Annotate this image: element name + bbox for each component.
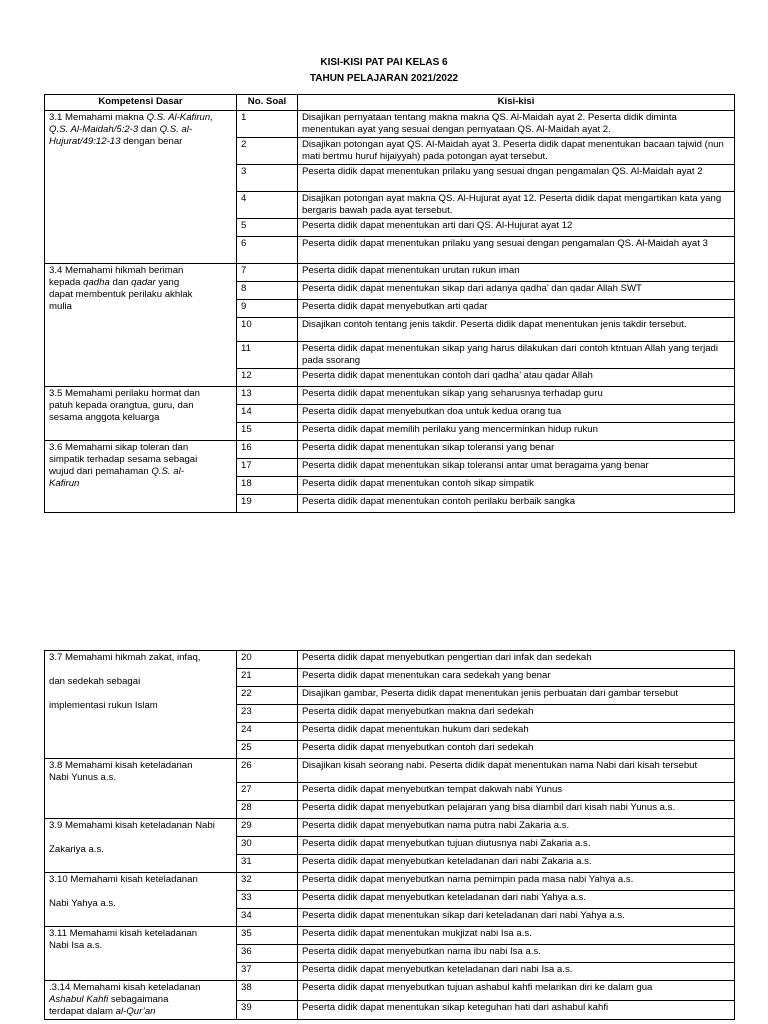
kisi-kisi-cell: Peserta didik dapat menyebutkan keteladanan dari nabi Yahya a.s.	[298, 891, 735, 909]
no-soal-cell: 8	[237, 282, 298, 300]
kompetensi-dasar-cell	[45, 927, 237, 981]
kompetensi-dasar-text: al-Qur’an	[115, 1006, 156, 1017]
no-soal-cell: 35	[237, 927, 298, 945]
kompetensi-dasar-text: .3.14 Memahami kisah keteladanan	[49, 982, 201, 993]
kisi-kisi-cell: Peserta didik dapat menyebutkan keteladanan dari nabi Zakaria a.s.	[298, 855, 735, 873]
kompetensi-dasar-text: dan	[138, 124, 160, 135]
no-soal-cell: 12	[237, 369, 298, 387]
header-no-soal: No. Soal	[237, 95, 298, 111]
no-soal-cell: 26	[237, 759, 298, 783]
kompetensi-dasar-text: Q.S. al-	[151, 466, 184, 477]
no-soal-cell: 16	[237, 441, 298, 459]
kompetensi-dasar-text: 3.9 Memahami kisah keteladanan Nabi Zakariya a.s.	[49, 820, 215, 855]
kompetensi-dasar-text: 3.1 Memahami makna	[49, 112, 147, 123]
no-soal-cell: 14	[237, 405, 298, 423]
kompetensi-dasar-cell	[45, 111, 237, 264]
table-row	[45, 651, 735, 669]
kompetensi-dasar-cell	[45, 819, 237, 873]
no-soal-cell: 17	[237, 459, 298, 477]
kisi-kisi-cell: Peserta didik dapat menentukan sikap toleransi antar umat beragama yang benar	[298, 459, 735, 477]
kompetensi-dasar-text: Ashabul Kahfi	[49, 994, 109, 1005]
kisi-kisi-cell: Peserta didik dapat menyebutkan nama ibu nabi Isa a.s.	[298, 945, 735, 963]
no-soal-cell: 28	[237, 801, 298, 819]
no-soal-cell: 32	[237, 873, 298, 891]
kompetensi-dasar-cell	[45, 873, 237, 927]
kisi-kisi-cell: Peserta didik dapat menyebutkan tujuan diutusnya nabi Zakaria a.s.	[298, 837, 735, 855]
kompetensi-dasar-text: 3.6 Memahami sikap toleran dan simpatik terhadap sesama sebagai wujud dari pemahaman	[49, 442, 198, 477]
kisi-kisi-cell: Peserta didik dapat menentukan contoh dari qadha’ atau qadar Allah	[298, 369, 735, 387]
no-soal-cell: 5	[237, 219, 298, 237]
table-row	[45, 264, 735, 282]
kisi-kisi-cell: Peserta didik dapat menyebutkan contoh dari sedekah	[298, 741, 735, 759]
no-soal-cell: 1	[237, 111, 298, 138]
no-soal-cell: 23	[237, 705, 298, 723]
no-soal-cell: 24	[237, 723, 298, 741]
no-soal-cell: 15	[237, 423, 298, 441]
table-header-row	[45, 95, 735, 111]
kisi-kisi-cell: Peserta didik dapat menentukan hukum dari sedekah	[298, 723, 735, 741]
kisi-kisi-cell: Peserta didik dapat memilih perilaku yang mencerminkan hidup rukun	[298, 423, 735, 441]
table-row	[45, 111, 735, 138]
kompetensi-dasar-text: qadar	[131, 277, 156, 288]
kompetensi-dasar-text: yang dapat membentuk perilaku akhlak mulia	[49, 277, 193, 312]
kompetensi-dasar-cell	[45, 981, 237, 1020]
no-soal-cell: 19	[237, 495, 298, 513]
kompetensi-dasar-text: Kafirun	[49, 478, 80, 489]
kisi-kisi-cell: Disajikan gambar, Peserta didik dapat menentukan jenis perbuatan dari gambar tersebut	[298, 687, 735, 705]
kompetensi-dasar-cell	[45, 264, 237, 387]
table-row	[45, 873, 735, 891]
kisi-kisi-cell: Peserta didik dapat menentukan sikap yang harus dilakukan dari contoh ktntuan Allah yang terjadi pada ssorang	[298, 342, 735, 369]
kisi-kisi-cell: Peserta didik dapat menentukan sikap dari keteladanan dari nabi Yahya a.s.	[298, 909, 735, 927]
kisi-kisi-cell: Peserta didik dapat menyebutkan tempat dakwah nabi Yunus	[298, 783, 735, 801]
kisi-kisi-cell: Peserta didik dapat menyebutkan arti qadar	[298, 300, 735, 318]
no-soal-cell: 7	[237, 264, 298, 282]
no-soal-cell: 18	[237, 477, 298, 495]
table-row	[45, 927, 735, 945]
kompetensi-dasar-text: 3.8 Memahami kisah keteladanan Nabi Yunus a.s.	[49, 760, 193, 783]
no-soal-cell: 38	[237, 981, 298, 1001]
table-row	[45, 441, 735, 459]
kisi-kisi-cell: Peserta didik dapat menyebutkan nama pemimpin pada masa nabi Yahya a.s.	[298, 873, 735, 891]
kompetensi-dasar-text: Hujurat/49:12-13	[49, 136, 121, 147]
kisi-kisi-cell: Peserta didik dapat menentukan sikap keteguhan hati dari ashabul kahfi	[298, 1000, 735, 1020]
kisi-kisi-table-page1	[44, 94, 735, 513]
kisi-kisi-cell: Disajikan contoh tentang jenis takdir. Peserta didik dapat menentukan jenis takdir tersebut.	[298, 318, 735, 342]
kompetensi-dasar-text: Q.S. Al-Kafirun,	[146, 112, 213, 123]
document-subtitle: TAHUN PELAJARAN 2021/2022	[309, 73, 459, 84]
header-kisi-kisi: Kisi-kisi	[298, 95, 735, 111]
no-soal-cell: 34	[237, 909, 298, 927]
kisi-kisi-cell: Peserta didik dapat menentukan sikap yang seharusnya terhadap guru	[298, 387, 735, 405]
no-soal-cell: 10	[237, 318, 298, 342]
kisi-kisi-cell: Disajikan kisah seorang nabi. Peserta didik dapat menentukan nama Nabi dari kisah tersebut	[298, 759, 735, 783]
no-soal-cell: 33	[237, 891, 298, 909]
kompetensi-dasar-text: 3.5 Memahami perilaku hormat dan patuh kepada orangtua, guru, dan sesama anggota keluarga	[49, 388, 200, 423]
kompetensi-dasar-cell	[45, 651, 237, 759]
no-soal-cell: 2	[237, 138, 298, 165]
kompetensi-dasar-cell	[45, 441, 237, 513]
kompetensi-dasar-text: dan	[109, 277, 132, 288]
kompetensi-dasar-text: 3.11 Memahami kisah keteladanan Nabi Isa a.s.	[49, 928, 198, 951]
kisi-kisi-cell: Peserta didik dapat menentukan cara sedekah yang benar	[298, 669, 735, 687]
kisi-kisi-cell: Disajikan potongan ayat makna QS. Al-Hujurat ayat 12. Peserta didik dapat mengartikan kata yang bergaris bawah pada ayat tersebut.	[298, 192, 735, 219]
kisi-kisi-cell: Peserta didik dapat menentukan mukjizat nabi Isa a.s.	[298, 927, 735, 945]
document-title: KISI-KISI PAT PAI KELAS 6	[320, 57, 448, 68]
kisi-kisi-cell: Peserta didik dapat menyebutkan nama putra nabi Zakaria a.s.	[298, 819, 735, 837]
kompetensi-dasar-text: Q.S. Al-Maidah/5:2-3	[49, 124, 139, 135]
kisi-kisi-cell: Peserta didik dapat menentukan contoh perilaku berbaik sangka	[298, 495, 735, 513]
kisi-kisi-cell: Peserta didik dapat menentukan urutan rukun iman	[298, 264, 735, 282]
no-soal-cell: 13	[237, 387, 298, 405]
kompetensi-dasar-text: 3.10 Memahami kisah keteladanan Nabi Yahya a.s.	[49, 874, 198, 909]
kompetensi-dasar-text: 3.4 Memahami hikmah beriman kepada	[49, 265, 184, 288]
table-row	[45, 759, 735, 783]
kisi-kisi-cell: Peserta didik dapat menentukan sikap toleransi yang benar	[298, 441, 735, 459]
kisi-kisi-table-page2	[44, 650, 735, 1020]
kompetensi-dasar-text: qadha	[83, 277, 110, 288]
kisi-kisi-cell: Peserta didik dapat menyebutkan keteladanan dari nabi Isa a.s.	[298, 963, 735, 981]
kompetensi-dasar-text: Q.S. al-	[159, 124, 193, 135]
kisi-kisi-cell: Disajikan potongan ayat QS. Al-Maidah ayat 3. Peserta didik dapat menentukan bacaan tajwid (nun mati bertmu huruf hijaiyyah) pada potongan ayat tersebut.	[298, 138, 735, 165]
no-soal-cell: 6	[237, 237, 298, 264]
table-row	[45, 387, 735, 405]
no-soal-cell: 4	[237, 192, 298, 219]
no-soal-cell: 21	[237, 669, 298, 687]
no-soal-cell: 36	[237, 945, 298, 963]
no-soal-cell: 25	[237, 741, 298, 759]
kompetensi-dasar-text: dengan benar	[120, 136, 183, 147]
kisi-kisi-cell: Peserta didik dapat menentukan prilaku yang sesuai dngan pengamalan QS. Al-Maidah ayat 2	[298, 165, 735, 192]
no-soal-cell: 20	[237, 651, 298, 669]
no-soal-cell: 22	[237, 687, 298, 705]
kisi-kisi-cell: Peserta didik dapat menyebutkan tujuan ashabul kahfi melarikan diri ke dalam gua	[298, 981, 735, 1001]
kisi-kisi-cell: Peserta didik dapat menentukan contoh sikap simpatik	[298, 477, 735, 495]
no-soal-cell: 3	[237, 165, 298, 192]
kompetensi-dasar-cell	[45, 387, 237, 441]
no-soal-cell: 39	[237, 1000, 298, 1020]
kompetensi-dasar-cell	[45, 759, 237, 819]
kisi-kisi-cell: Disajikan pernyataan tentang makna makna QS. Al-Maidah ayat 2. Peserta didik diminta menentukan ayat yang sesuai dengan pernyataan QS. Al-Maidah ayat 2.	[298, 111, 735, 138]
kisi-kisi-cell: Peserta didik dapat menentukan prilaku yang sesuai dengan pengamalan QS. Al-Maidah ayat 3	[298, 237, 735, 264]
no-soal-cell: 29	[237, 819, 298, 837]
table-row	[45, 981, 735, 1001]
no-soal-cell: 30	[237, 837, 298, 855]
kisi-kisi-cell: Peserta didik dapat menyebutkan pengertian dari infak dan sedekah	[298, 651, 735, 669]
kisi-kisi-cell: Peserta didik dapat menyebutkan pelajaran yang bisa diambil dari kisah nabi Yunus a.s.	[298, 801, 735, 819]
no-soal-cell: 37	[237, 963, 298, 981]
kisi-kisi-cell: Peserta didik dapat menyebutkan makna dari sedekah	[298, 705, 735, 723]
kisi-kisi-cell: Peserta didik dapat menentukan sikap dari adanya qadha’ dan qadar Allah SWT	[298, 282, 735, 300]
kisi-kisi-cell: Peserta didik dapat menentukan arti dari QS. Al-Hujurat ayat 12	[298, 219, 735, 237]
header-kompetensi-dasar: Kompetensi Dasar	[45, 95, 237, 111]
kompetensi-dasar-text: sebagaimana terdapat dalam	[49, 994, 169, 1017]
no-soal-cell: 11	[237, 342, 298, 369]
kisi-kisi-cell: Peserta didik dapat menyebutkan doa untuk kedua orang tua	[298, 405, 735, 423]
no-soal-cell: 27	[237, 783, 298, 801]
no-soal-cell: 31	[237, 855, 298, 873]
kompetensi-dasar-text: 3.7 Memahami hikmah zakat, infaq, dan sedekah sebagai implementasi rukun Islam	[49, 652, 201, 711]
no-soal-cell: 9	[237, 300, 298, 318]
table-row	[45, 819, 735, 837]
